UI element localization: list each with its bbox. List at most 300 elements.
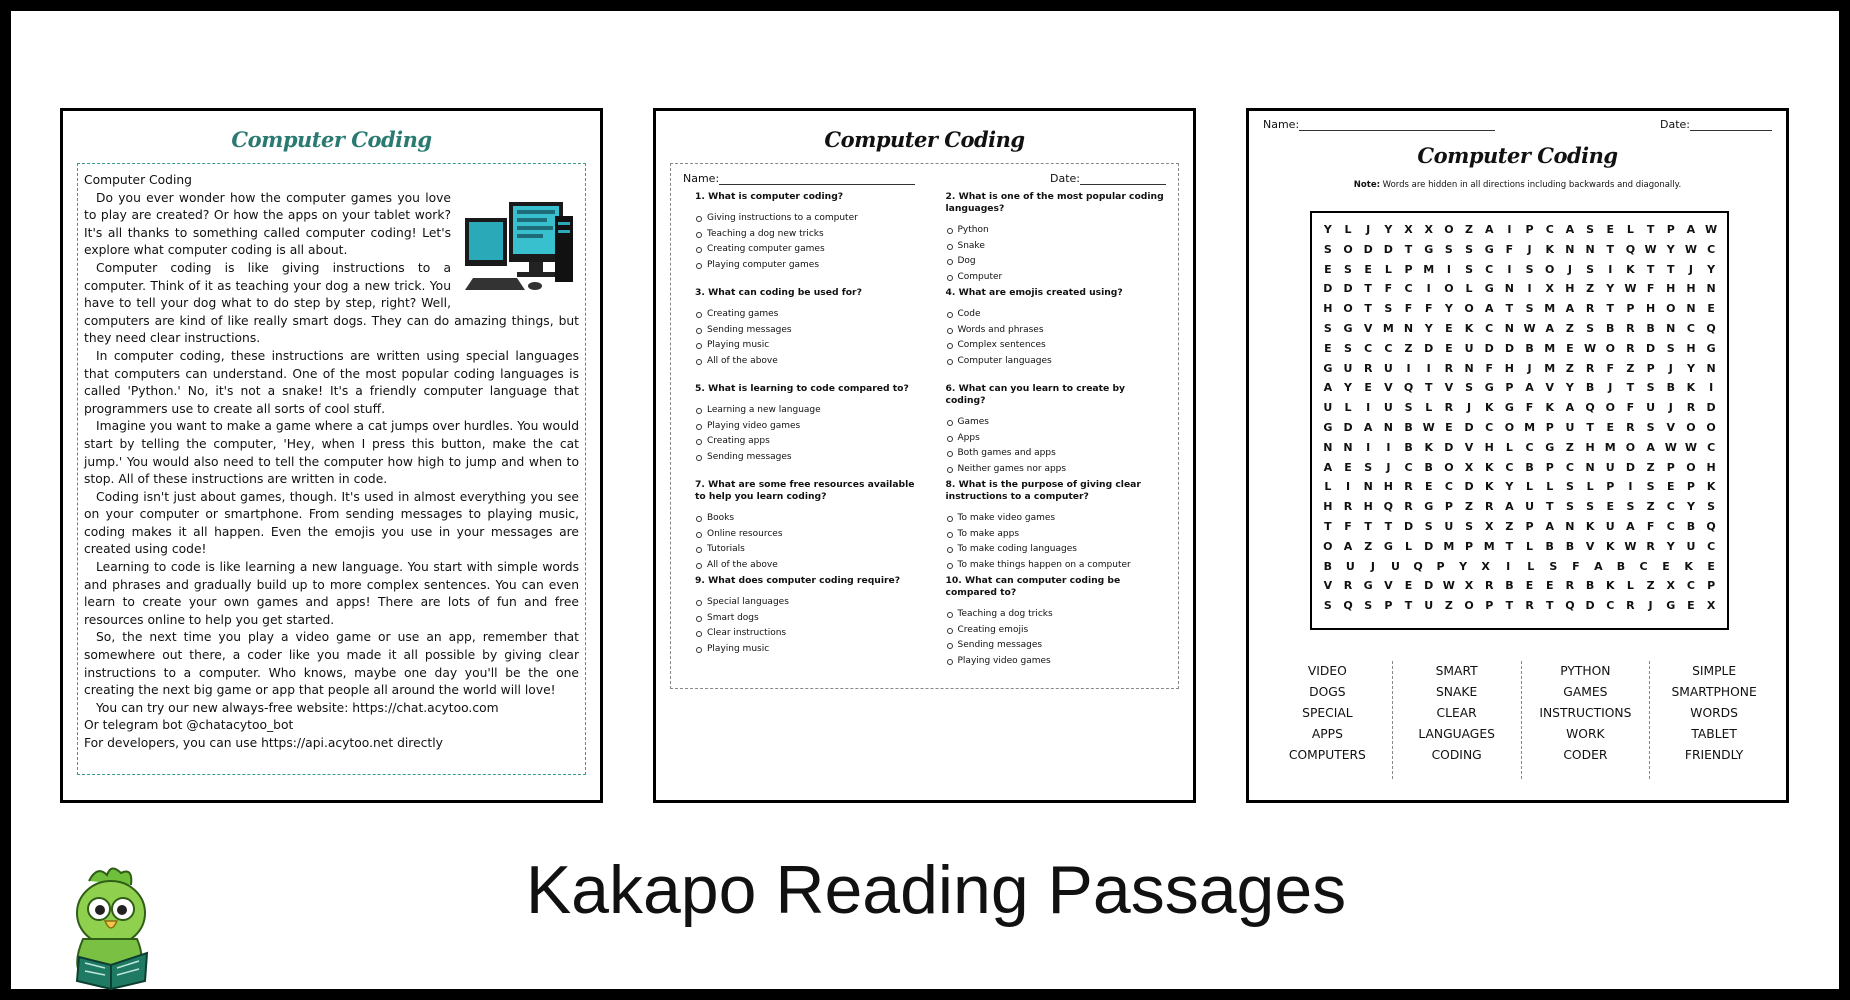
grid-letter[interactable]: O bbox=[1323, 539, 1333, 553]
grid-letter[interactable]: E bbox=[1445, 420, 1453, 434]
grid-letter[interactable]: Q bbox=[1706, 321, 1716, 335]
answer-option[interactable]: Playing music bbox=[707, 338, 916, 354]
grid-letter[interactable]: B bbox=[1565, 539, 1575, 553]
grid-letter[interactable]: P bbox=[1444, 500, 1453, 514]
grid-letter[interactable]: J bbox=[1688, 262, 1693, 276]
grid-letter[interactable]: R bbox=[1626, 341, 1635, 355]
grid-letter[interactable]: K bbox=[1484, 401, 1494, 415]
grid-letter[interactable]: L bbox=[1626, 223, 1634, 236]
grid-letter[interactable]: I bbox=[1345, 480, 1351, 494]
grid-letter[interactable]: D bbox=[1403, 519, 1414, 533]
grid-letter[interactable]: E bbox=[1324, 341, 1332, 355]
grid-letter[interactable]: T bbox=[1404, 599, 1413, 613]
grid-letter[interactable]: S bbox=[1626, 500, 1635, 514]
grid-letter[interactable]: I bbox=[1406, 361, 1411, 375]
grid-letter[interactable]: B bbox=[1505, 579, 1514, 593]
answer-option[interactable]: Computer languages bbox=[958, 354, 1167, 370]
grid-letter[interactable]: C bbox=[1606, 599, 1615, 613]
grid-letter[interactable]: L bbox=[1626, 579, 1634, 593]
grid-letter[interactable]: W bbox=[1664, 440, 1677, 454]
grid-letter[interactable]: Y bbox=[1344, 381, 1352, 395]
grid-letter[interactable]: Q bbox=[1706, 519, 1716, 533]
answer-option[interactable]: Complex sentences bbox=[958, 338, 1167, 354]
grid-letter[interactable]: K bbox=[1686, 381, 1696, 395]
grid-letter[interactable]: Y bbox=[1459, 559, 1468, 573]
grid-letter[interactable]: F bbox=[1525, 401, 1534, 415]
grid-letter[interactable]: U bbox=[1686, 539, 1696, 553]
grid-letter[interactable]: E bbox=[1545, 579, 1554, 593]
grid-letter[interactable]: V bbox=[1444, 381, 1454, 395]
answer-option[interactable]: Creating computer games bbox=[707, 242, 916, 258]
grid-letter[interactable]: Z bbox=[1404, 341, 1413, 355]
grid-letter[interactable]: Z bbox=[1505, 519, 1514, 533]
grid-letter[interactable]: L bbox=[1505, 440, 1513, 454]
grid-letter[interactable]: I bbox=[1426, 282, 1431, 296]
grid-letter[interactable]: R bbox=[1626, 599, 1635, 613]
grid-letter[interactable]: E bbox=[1606, 500, 1614, 514]
grid-letter[interactable]: J bbox=[1467, 401, 1472, 415]
answer-option[interactable]: Sending messages bbox=[707, 450, 916, 466]
grid-letter[interactable]: C bbox=[1505, 460, 1514, 474]
grid-letter[interactable]: V bbox=[1545, 381, 1554, 395]
grid-letter[interactable]: W bbox=[1584, 341, 1597, 355]
grid-letter[interactable]: O bbox=[1605, 341, 1615, 355]
grid-letter[interactable]: I bbox=[1507, 223, 1512, 236]
grid-letter[interactable]: E bbox=[1667, 480, 1675, 494]
grid-letter[interactable]: F bbox=[1344, 519, 1352, 533]
grid-letter[interactable]: F bbox=[1646, 519, 1655, 533]
grid-letter[interactable]: H bbox=[1323, 302, 1333, 316]
grid-letter[interactable]: P bbox=[1485, 599, 1494, 613]
grid-letter[interactable]: N bbox=[1363, 480, 1373, 494]
grid-letter[interactable]: Z bbox=[1444, 599, 1453, 613]
grid-letter[interactable]: H bbox=[1504, 361, 1514, 375]
grid-letter[interactable]: I bbox=[1366, 440, 1371, 454]
grid-letter[interactable]: I bbox=[1426, 361, 1431, 375]
grid-letter[interactable]: G bbox=[1424, 242, 1434, 256]
grid-letter[interactable]: M bbox=[1423, 262, 1435, 276]
grid-letter[interactable]: S bbox=[1525, 302, 1534, 316]
grid-letter[interactable]: P bbox=[1626, 302, 1635, 316]
grid-letter[interactable]: L bbox=[1586, 480, 1594, 494]
grid-letter[interactable]: U bbox=[1345, 559, 1355, 573]
grid-letter[interactable]: M bbox=[1382, 321, 1394, 335]
grid-letter[interactable]: A bbox=[1363, 420, 1373, 434]
grid-letter[interactable]: C bbox=[1485, 420, 1494, 434]
grid-letter[interactable]: U bbox=[1383, 401, 1393, 415]
grid-letter[interactable]: O bbox=[1504, 420, 1515, 434]
grid-letter[interactable]: L bbox=[1324, 480, 1332, 494]
answer-option[interactable]: Both games and apps bbox=[958, 446, 1167, 462]
grid-letter[interactable]: D bbox=[1706, 401, 1716, 415]
grid-letter[interactable]: O bbox=[1464, 599, 1474, 613]
grid-letter[interactable]: S bbox=[1465, 381, 1474, 395]
grid-letter[interactable]: M bbox=[1544, 302, 1556, 316]
grid-letter[interactable]: Y bbox=[1606, 282, 1615, 296]
grid-letter[interactable]: C bbox=[1364, 341, 1373, 355]
grid-letter[interactable]: D bbox=[1484, 341, 1494, 355]
grid-letter[interactable]: D bbox=[1444, 440, 1454, 454]
grid-letter[interactable]: L bbox=[1384, 262, 1392, 276]
grid-letter[interactable]: B bbox=[1616, 559, 1626, 573]
grid-letter[interactable]: E bbox=[1364, 262, 1372, 276]
grid-letter[interactable]: P bbox=[1505, 381, 1514, 395]
grid-letter[interactable]: S bbox=[1549, 559, 1558, 573]
grid-letter[interactable]: I bbox=[1366, 401, 1371, 415]
grid-letter[interactable]: Y bbox=[1666, 539, 1675, 553]
grid-letter[interactable]: T bbox=[1545, 599, 1554, 613]
grid-letter[interactable]: Q bbox=[1413, 559, 1423, 573]
grid-letter[interactable]: N bbox=[1706, 361, 1716, 375]
grid-letter[interactable]: R bbox=[1343, 579, 1353, 593]
grid-letter[interactable]: U bbox=[1383, 361, 1393, 375]
grid-letter[interactable]: L bbox=[1546, 480, 1554, 494]
answer-option[interactable]: Python bbox=[958, 223, 1167, 239]
grid-letter[interactable]: F bbox=[1404, 302, 1413, 316]
grid-letter[interactable]: T bbox=[1646, 223, 1655, 236]
grid-letter[interactable]: H bbox=[1645, 302, 1656, 316]
grid-letter[interactable]: R bbox=[1484, 579, 1494, 593]
grid-letter[interactable]: V bbox=[1384, 381, 1393, 395]
grid-letter[interactable]: S bbox=[1565, 480, 1574, 494]
answer-option[interactable]: Smart dogs bbox=[707, 611, 916, 627]
grid-letter[interactable]: O bbox=[1686, 460, 1696, 474]
grid-letter[interactable]: O bbox=[1343, 302, 1353, 316]
grid-letter[interactable]: O bbox=[1706, 420, 1716, 434]
grid-letter[interactable]: Y bbox=[1686, 361, 1695, 375]
grid-letter[interactable]: P bbox=[1525, 223, 1534, 236]
grid-letter[interactable]: T bbox=[1505, 539, 1514, 553]
grid-letter[interactable]: R bbox=[1565, 579, 1575, 593]
grid-letter[interactable]: A bbox=[1626, 519, 1635, 533]
grid-letter[interactable]: N bbox=[1706, 282, 1716, 296]
grid-letter[interactable]: G bbox=[1484, 242, 1494, 256]
grid-letter[interactable]: I bbox=[1446, 262, 1451, 276]
answer-option[interactable]: Tutorials bbox=[707, 542, 916, 558]
date-line[interactable] bbox=[1690, 121, 1772, 131]
grid-letter[interactable]: F bbox=[1424, 302, 1433, 316]
grid-letter[interactable]: D bbox=[1424, 539, 1434, 553]
grid-letter[interactable]: U bbox=[1565, 420, 1575, 434]
grid-letter[interactable]: S bbox=[1344, 341, 1352, 355]
grid-letter[interactable]: C bbox=[1639, 559, 1648, 573]
grid-letter[interactable]: S bbox=[1364, 599, 1373, 613]
grid-letter[interactable]: E bbox=[1445, 321, 1453, 335]
answer-option[interactable]: Online resources bbox=[707, 527, 916, 543]
grid-letter[interactable]: R bbox=[1585, 302, 1595, 316]
grid-letter[interactable]: Q bbox=[1383, 500, 1394, 514]
grid-letter[interactable]: N bbox=[1565, 519, 1575, 533]
grid-letter[interactable]: C bbox=[1404, 460, 1413, 474]
grid-letter[interactable]: X bbox=[1706, 599, 1716, 613]
grid-letter[interactable]: I bbox=[1506, 559, 1511, 573]
grid-letter[interactable]: E bbox=[1566, 341, 1574, 355]
grid-letter[interactable]: I bbox=[1507, 262, 1512, 276]
grid-letter[interactable]: Q bbox=[1565, 599, 1575, 613]
grid-letter[interactable]: S bbox=[1465, 519, 1474, 533]
grid-letter[interactable]: S bbox=[1707, 500, 1716, 514]
grid-letter[interactable]: T bbox=[1606, 302, 1614, 316]
grid-letter[interactable]: Y bbox=[1707, 262, 1716, 276]
grid-letter[interactable]: A bbox=[1565, 302, 1575, 316]
grid-letter[interactable]: W bbox=[1442, 579, 1455, 593]
answer-option[interactable]: To make video games bbox=[958, 511, 1167, 527]
grid-letter[interactable]: D bbox=[1625, 460, 1635, 474]
answer-option[interactable]: Special languages bbox=[707, 595, 916, 611]
grid-letter[interactable]: M bbox=[1544, 341, 1556, 355]
grid-letter[interactable]: X bbox=[1404, 223, 1413, 236]
grid-letter[interactable]: E bbox=[1687, 599, 1695, 613]
grid-letter[interactable]: G bbox=[1424, 500, 1434, 514]
grid-letter[interactable]: N bbox=[1504, 321, 1514, 335]
grid-letter[interactable]: V bbox=[1666, 420, 1676, 434]
grid-letter[interactable]: S bbox=[1323, 242, 1332, 256]
grid-letter[interactable]: H bbox=[1565, 282, 1575, 296]
grid-letter[interactable]: N bbox=[1323, 440, 1333, 454]
grid-letter[interactable]: Z bbox=[1565, 321, 1574, 335]
grid-letter[interactable]: S bbox=[1646, 420, 1655, 434]
answer-option[interactable]: Sending messages bbox=[707, 323, 916, 339]
grid-letter[interactable]: E bbox=[1662, 559, 1670, 573]
grid-letter[interactable]: R bbox=[1585, 361, 1595, 375]
grid-letter[interactable]: G bbox=[1545, 440, 1555, 454]
grid-letter[interactable]: T bbox=[1404, 242, 1413, 256]
grid-letter[interactable]: T bbox=[1364, 302, 1372, 316]
grid-letter[interactable]: M bbox=[1443, 539, 1455, 553]
grid-letter[interactable]: X bbox=[1666, 579, 1675, 593]
answer-option[interactable]: All of the above bbox=[707, 558, 916, 574]
grid-letter[interactable]: Z bbox=[1465, 223, 1474, 236]
grid-letter[interactable]: C bbox=[1565, 460, 1574, 474]
grid-letter[interactable]: C bbox=[1485, 262, 1494, 276]
grid-letter[interactable]: S bbox=[1323, 321, 1332, 335]
grid-letter[interactable]: D bbox=[1464, 480, 1474, 494]
grid-letter[interactable]: E bbox=[1606, 223, 1614, 236]
grid-letter[interactable]: O bbox=[1343, 242, 1353, 256]
grid-letter[interactable]: B bbox=[1606, 321, 1615, 335]
grid-letter[interactable]: D bbox=[1424, 341, 1434, 355]
grid-letter[interactable]: U bbox=[1444, 519, 1454, 533]
answer-option[interactable]: Learning a new language bbox=[707, 403, 916, 419]
grid-letter[interactable]: R bbox=[1404, 500, 1413, 514]
grid-letter[interactable]: T bbox=[1364, 282, 1372, 296]
date-line[interactable] bbox=[1080, 175, 1166, 185]
grid-letter[interactable]: U bbox=[1605, 519, 1615, 533]
grid-letter[interactable]: Y bbox=[1666, 242, 1675, 256]
grid-letter[interactable]: R bbox=[1343, 500, 1353, 514]
answer-option[interactable]: To make coding languages bbox=[958, 542, 1167, 558]
grid-letter[interactable]: W bbox=[1684, 440, 1697, 454]
grid-letter[interactable]: T bbox=[1667, 262, 1675, 276]
grid-letter[interactable]: E bbox=[1525, 579, 1534, 593]
answer-option[interactable]: Dog bbox=[958, 254, 1167, 270]
grid-letter[interactable]: O bbox=[1666, 302, 1676, 316]
grid-letter[interactable]: Y bbox=[1424, 321, 1433, 335]
grid-letter[interactable]: R bbox=[1444, 361, 1454, 375]
grid-letter[interactable]: G bbox=[1666, 599, 1676, 613]
grid-letter[interactable]: B bbox=[1404, 420, 1413, 434]
answer-option[interactable]: Playing video games bbox=[707, 419, 916, 435]
grid-letter[interactable]: H bbox=[1686, 341, 1696, 355]
grid-letter[interactable]: D bbox=[1343, 282, 1353, 296]
grid-letter[interactable]: H bbox=[1383, 480, 1393, 494]
grid-letter[interactable]: E bbox=[1445, 341, 1453, 355]
grid-letter[interactable]: A bbox=[1686, 223, 1696, 236]
grid-letter[interactable]: G bbox=[1363, 579, 1373, 593]
grid-letter[interactable]: B bbox=[1525, 341, 1534, 355]
grid-letter[interactable]: R bbox=[1404, 480, 1413, 494]
grid-letter[interactable]: T bbox=[1324, 519, 1332, 533]
answer-option[interactable]: Creating emojis bbox=[958, 623, 1167, 639]
grid-letter[interactable]: U bbox=[1646, 401, 1656, 415]
grid-letter[interactable]: L bbox=[1425, 401, 1433, 415]
grid-letter[interactable]: H bbox=[1666, 282, 1676, 296]
grid-letter[interactable]: F bbox=[1505, 242, 1514, 256]
grid-letter[interactable]: P bbox=[1545, 460, 1554, 474]
grid-letter[interactable]: F bbox=[1572, 559, 1580, 573]
grid-letter[interactable]: H bbox=[1706, 460, 1716, 474]
grid-letter[interactable]: K bbox=[1605, 579, 1615, 593]
grid-letter[interactable]: B bbox=[1666, 381, 1675, 395]
grid-letter[interactable]: B bbox=[1585, 579, 1595, 593]
grid-letter[interactable]: F bbox=[1485, 361, 1493, 375]
grid-letter[interactable]: A bbox=[1505, 500, 1514, 514]
grid-letter[interactable]: J bbox=[1366, 223, 1371, 236]
grid-letter[interactable]: N bbox=[1403, 321, 1414, 335]
grid-letter[interactable]: B bbox=[1424, 460, 1433, 474]
grid-letter[interactable]: C bbox=[1666, 500, 1675, 514]
answer-option[interactable]: Apps bbox=[958, 431, 1167, 447]
grid-letter[interactable]: I bbox=[1608, 262, 1613, 276]
grid-letter[interactable]: Y bbox=[1444, 302, 1453, 316]
grid-letter[interactable]: C bbox=[1707, 440, 1716, 454]
grid-letter[interactable]: P bbox=[1707, 579, 1716, 593]
grid-letter[interactable]: X bbox=[1484, 519, 1494, 533]
grid-letter[interactable]: F bbox=[1626, 401, 1635, 415]
grid-letter[interactable]: R bbox=[1626, 420, 1635, 434]
grid-letter[interactable]: N bbox=[1565, 242, 1575, 256]
grid-letter[interactable]: I bbox=[1527, 282, 1532, 296]
grid-letter[interactable]: N bbox=[1585, 460, 1595, 474]
grid-letter[interactable]: M bbox=[1524, 420, 1536, 434]
grid-letter[interactable]: P bbox=[1646, 361, 1655, 375]
answer-option[interactable]: To make apps bbox=[958, 527, 1167, 543]
answer-option[interactable]: Books bbox=[707, 511, 916, 527]
grid-letter[interactable]: N bbox=[1504, 282, 1514, 296]
grid-letter[interactable]: B bbox=[1585, 381, 1595, 395]
answer-option[interactable]: Code bbox=[958, 307, 1167, 323]
grid-letter[interactable]: K bbox=[1484, 480, 1494, 494]
answer-option[interactable]: All of the above bbox=[707, 354, 916, 370]
grid-letter[interactable]: U bbox=[1343, 361, 1353, 375]
grid-letter[interactable]: T bbox=[1424, 381, 1433, 395]
grid-letter[interactable]: E bbox=[1364, 381, 1372, 395]
grid-letter[interactable]: U bbox=[1605, 460, 1615, 474]
grid-letter[interactable]: C bbox=[1686, 321, 1695, 335]
grid-letter[interactable]: W bbox=[1624, 539, 1637, 553]
grid-letter[interactable]: B bbox=[1686, 519, 1696, 533]
grid-letter[interactable]: K bbox=[1684, 559, 1693, 573]
grid-letter[interactable]: O bbox=[1686, 420, 1696, 434]
grid-letter[interactable]: S bbox=[1525, 262, 1534, 276]
grid-letter[interactable]: C bbox=[1686, 579, 1695, 593]
grid-letter[interactable]: S bbox=[1424, 519, 1433, 533]
grid-letter[interactable]: J bbox=[1370, 559, 1375, 573]
grid-letter[interactable]: D bbox=[1464, 420, 1474, 434]
grid-letter[interactable]: P bbox=[1666, 223, 1675, 236]
grid-letter[interactable]: W bbox=[1422, 420, 1435, 434]
grid-letter[interactable]: U bbox=[1464, 341, 1474, 355]
grid-letter[interactable]: A bbox=[1323, 381, 1333, 395]
answer-option[interactable]: Clear instructions bbox=[707, 626, 916, 642]
grid-letter[interactable]: S bbox=[1586, 262, 1595, 276]
grid-letter[interactable]: O bbox=[1625, 440, 1636, 454]
grid-letter[interactable]: C bbox=[1404, 282, 1413, 296]
grid-letter[interactable]: S bbox=[1384, 302, 1393, 316]
grid-letter[interactable]: A bbox=[1565, 223, 1575, 236]
grid-letter[interactable]: L bbox=[1344, 223, 1352, 236]
grid-letter[interactable]: N bbox=[1585, 242, 1595, 256]
grid-letter[interactable]: W bbox=[1624, 282, 1637, 296]
grid-letter[interactable]: N bbox=[1686, 302, 1696, 316]
grid-letter[interactable]: G bbox=[1383, 539, 1393, 553]
grid-letter[interactable]: J bbox=[1608, 381, 1613, 395]
grid-letter[interactable]: F bbox=[1384, 282, 1393, 296]
grid-letter[interactable]: Z bbox=[1586, 282, 1595, 296]
grid-letter[interactable]: R bbox=[1686, 401, 1696, 415]
grid-letter[interactable]: T bbox=[1606, 242, 1614, 256]
grid-letter[interactable]: K bbox=[1484, 460, 1494, 474]
grid-letter[interactable]: C bbox=[1707, 242, 1716, 256]
answer-option[interactable]: Teaching a dog tricks bbox=[958, 607, 1167, 623]
grid-letter[interactable]: Q bbox=[1585, 401, 1595, 415]
grid-letter[interactable]: C bbox=[1444, 480, 1453, 494]
grid-letter[interactable]: Y bbox=[1565, 381, 1574, 395]
grid-letter[interactable]: X bbox=[1545, 282, 1554, 296]
grid-letter[interactable]: H bbox=[1363, 500, 1373, 514]
grid-letter[interactable]: J bbox=[1527, 361, 1532, 375]
grid-letter[interactable]: J bbox=[1648, 599, 1653, 613]
grid-letter[interactable]: P bbox=[1465, 539, 1474, 553]
grid-letter[interactable]: T bbox=[1505, 302, 1514, 316]
grid-letter[interactable]: S bbox=[1444, 242, 1453, 256]
grid-letter[interactable]: E bbox=[1344, 460, 1352, 474]
grid-letter[interactable]: N bbox=[1343, 440, 1353, 454]
grid-letter[interactable]: C bbox=[1384, 341, 1393, 355]
grid-letter[interactable]: Y bbox=[1686, 500, 1695, 514]
grid-letter[interactable]: U bbox=[1323, 401, 1333, 415]
grid-letter[interactable]: X bbox=[1464, 579, 1474, 593]
grid-letter[interactable]: Z bbox=[1565, 440, 1574, 454]
grid-letter[interactable]: H bbox=[1323, 500, 1333, 514]
grid-letter[interactable]: J bbox=[1527, 242, 1532, 256]
grid-letter[interactable]: Z bbox=[1565, 361, 1574, 375]
grid-letter[interactable]: S bbox=[1586, 223, 1595, 236]
grid-letter[interactable]: M bbox=[1544, 361, 1556, 375]
grid-letter[interactable]: A bbox=[1525, 381, 1534, 395]
grid-letter[interactable]: R bbox=[1484, 500, 1494, 514]
grid-letter[interactable]: X bbox=[1481, 559, 1490, 573]
grid-letter[interactable]: Z bbox=[1364, 539, 1373, 553]
grid-letter[interactable]: N bbox=[1383, 420, 1393, 434]
grid-letter[interactable]: C bbox=[1545, 223, 1554, 236]
answer-option[interactable]: Giving instructions to a computer bbox=[707, 211, 916, 227]
grid-letter[interactable]: T bbox=[1364, 519, 1372, 533]
grid-letter[interactable]: D bbox=[1343, 420, 1353, 434]
grid-letter[interactable]: S bbox=[1646, 381, 1655, 395]
grid-letter[interactable]: I bbox=[1628, 480, 1633, 494]
grid-letter[interactable]: C bbox=[1666, 519, 1675, 533]
